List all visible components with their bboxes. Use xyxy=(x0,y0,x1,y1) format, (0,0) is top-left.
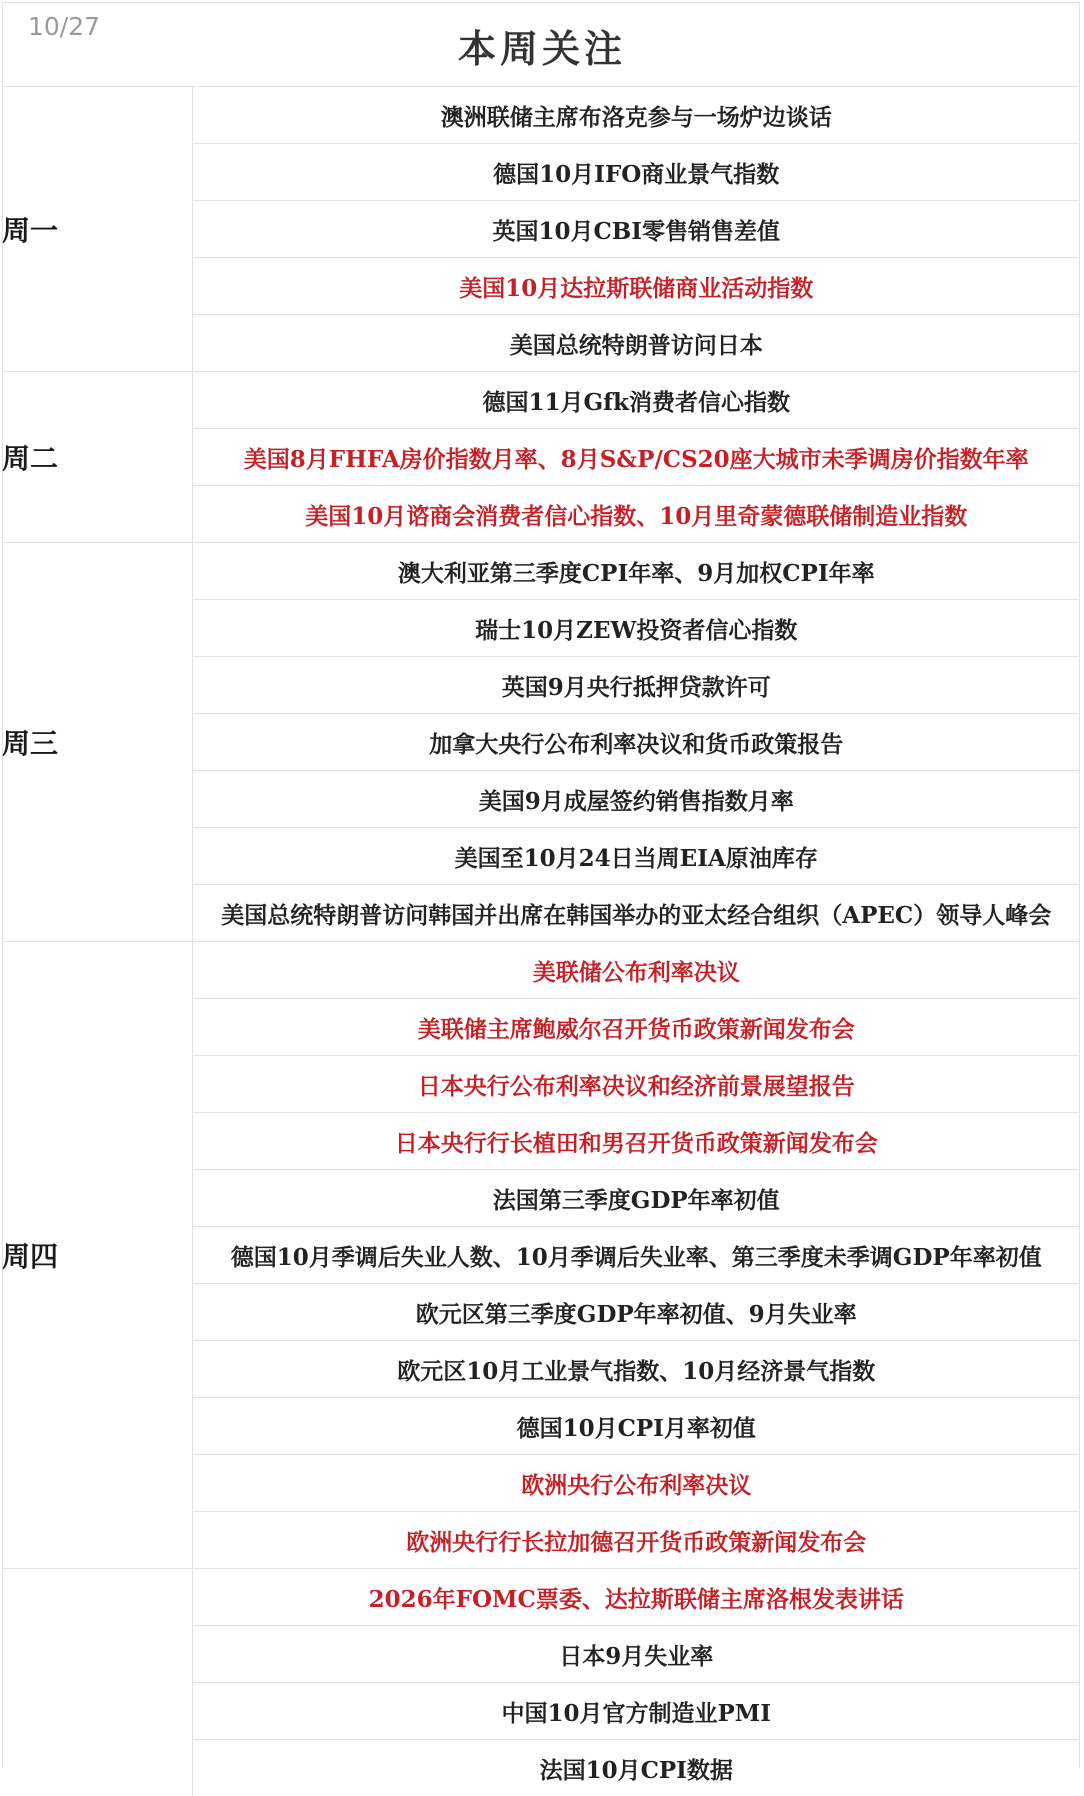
event-item-highlighted: 欧洲央行行长拉加德召开货币政策新闻发布会 xyxy=(192,1512,1080,1569)
event-item: 英国10月CBI零售销售差值 xyxy=(192,201,1080,258)
event-item: 中国10月官方制造业PMI xyxy=(192,1683,1080,1740)
event-item: 德国10月CPI月率初值 xyxy=(192,1398,1080,1455)
event-item: 日本9月失业率 xyxy=(192,1626,1080,1683)
day-cell: 周一 xyxy=(2,87,192,372)
day-cell: 周二 xyxy=(2,372,192,543)
event-item: 美国9月成屋签约销售指数月率 xyxy=(192,771,1080,828)
event-item: 澳大利亚第三季度CPI年率、9月加权CPI年率 xyxy=(192,543,1080,600)
day-cell: 周三 xyxy=(2,543,192,942)
event-item: 德国11月Gfk消费者信心指数 xyxy=(192,372,1080,429)
event-item: 澳洲联储主席布洛克参与一场炉边谈话 xyxy=(192,87,1080,144)
event-item: 法国10月CPI数据 xyxy=(192,1740,1080,1796)
event-item: 美国总统特朗普访问韩国并出席在韩国举办的亚太经合组织（APEC）领导人峰会 xyxy=(192,885,1080,942)
event-item: 瑞士10月ZEW投资者信心指数 xyxy=(192,600,1080,657)
event-item-highlighted: 美国10月达拉斯联储商业活动指数 xyxy=(192,258,1080,315)
event-item: 美国至10月24日当周EIA原油库存 xyxy=(192,828,1080,885)
event-item: 德国10月季调后失业人数、10月季调后失业率、第三季度未季调GDP年率初值 xyxy=(192,1227,1080,1284)
day-cell xyxy=(2,1569,192,1796)
table-row xyxy=(2,87,1080,144)
event-item-highlighted: 日本央行公布利率决议和经济前景展望报告 xyxy=(192,1056,1080,1113)
schedule-body xyxy=(2,87,1080,1796)
event-item: 美国总统特朗普访问日本 xyxy=(192,315,1080,372)
event-item-highlighted: 美国8月FHFA房价指数月率、8月S&P/CS20座大城市未季调房价指数年率 xyxy=(192,429,1080,486)
event-item-highlighted: 欧洲央行公布利率决议 xyxy=(192,1455,1080,1512)
event-item-highlighted: 日本央行行长植田和男召开货币政策新闻发布会 xyxy=(192,1113,1080,1170)
table-row xyxy=(2,942,1080,999)
event-item: 加拿大央行公布利率决议和货币政策报告 xyxy=(192,714,1080,771)
event-item: 欧元区第三季度GDP年率初值、9月失业率 xyxy=(192,1284,1080,1341)
table-row xyxy=(2,543,1080,600)
event-item-highlighted: 美联储公布利率决议 xyxy=(192,942,1080,999)
page-title: 本周关注 xyxy=(0,18,1084,73)
event-item: 法国第三季度GDP年率初值 xyxy=(192,1170,1080,1227)
event-item: 英国9月央行抵押贷款许可 xyxy=(192,657,1080,714)
event-item: 欧元区10月工业景气指数、10月经济景气指数 xyxy=(192,1341,1080,1398)
event-item-highlighted: 美联储主席鲍威尔召开货币政策新闻发布会 xyxy=(192,999,1080,1056)
event-item: 德国10月IFO商业景气指数 xyxy=(192,144,1080,201)
table-row xyxy=(2,1569,1080,1626)
date-label: 10/27 xyxy=(28,12,100,41)
day-cell: 周四 xyxy=(2,942,192,1569)
schedule-table xyxy=(2,86,1080,1796)
event-item-highlighted: 美国10月谘商会消费者信心指数、10月里奇蒙德联储制造业指数 xyxy=(192,486,1080,543)
table-row xyxy=(2,372,1080,429)
event-item-highlighted: 2026年FOMC票委、达拉斯联储主席洛根发表讲话 xyxy=(192,1569,1080,1626)
